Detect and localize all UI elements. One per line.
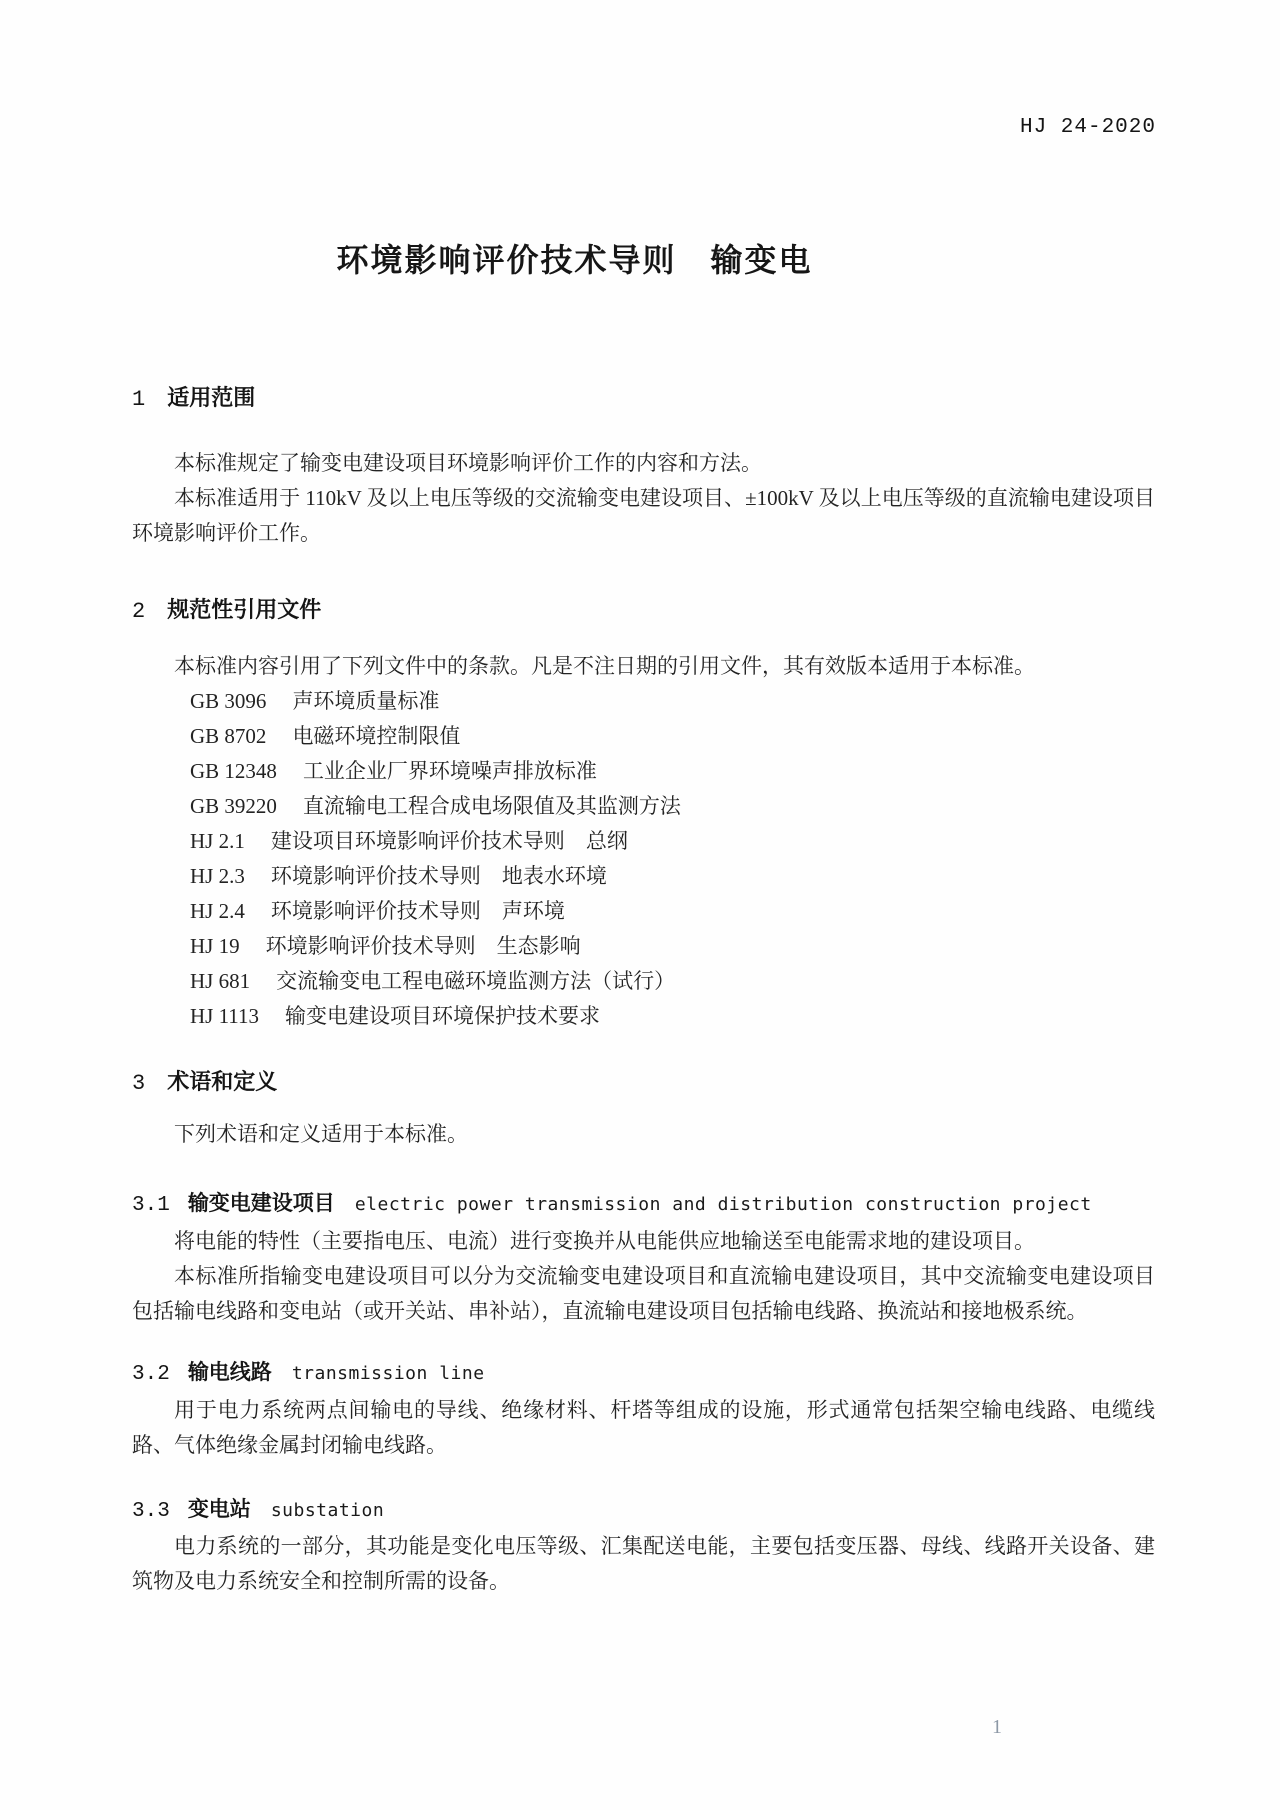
term-3-2-name-zh: 输电线路 — [187, 1361, 272, 1384]
term-3-1-paragraph: 本标准所指输变电建设项目可以分为交流输变电建设项目和直流输电建设项目，其中交流输变电建设项目包括输电线路和变电站（或开关站、串补站），直流输电建设项目包括输电线路、换流站和接地极系统。 — [132, 1264, 1155, 1323]
reference-code: HJ 2.1 — [190, 829, 245, 853]
section-1-number: 1 — [132, 387, 146, 412]
reference-item — [190, 824, 1155, 859]
term-3-1-heading — [132, 1189, 1155, 1221]
reference-title: 环境影响评价技术导则 生态影响 — [265, 934, 581, 958]
reference-code: GB 8702 — [190, 724, 267, 748]
reference-code: GB 12348 — [190, 759, 277, 783]
section-2-heading — [132, 595, 1155, 627]
reference-item — [190, 789, 1155, 824]
reference-item — [190, 684, 1155, 719]
reference-title: 输变电建设项目环境保护技术要求 — [285, 1004, 601, 1028]
reference-title: 交流输变电工程电磁环境监测方法（试行） — [276, 969, 676, 993]
section-3-paragraph: 下列术语和定义适用于本标准。 — [174, 1122, 468, 1146]
reference-title: 直流输电工程合成电场限值及其监测方法 — [302, 794, 681, 818]
reference-item — [190, 929, 1155, 964]
doc-number: HJ 24-2020 — [1019, 116, 1156, 139]
page-number: 1 — [992, 1716, 1002, 1738]
reference-code: HJ 681 — [190, 969, 251, 993]
page-content — [132, 0, 1155, 1599]
reference-title: 声环境质量标准 — [292, 689, 440, 713]
section-3-number: 3 — [132, 1071, 146, 1096]
reference-code: GB 39220 — [190, 794, 277, 818]
section-3-title: 术语和定义 — [167, 1069, 278, 1094]
term-3-3-name-zh: 变电站 — [187, 1498, 251, 1521]
reference-list — [132, 684, 1155, 1034]
reference-title: 电磁环境控制限值 — [292, 724, 461, 748]
reference-title: 环境影响评价技术导则 声环境 — [270, 899, 565, 923]
section-1-paragraph: 本标准规定了输变电建设项目环境影响评价工作的内容和方法。 — [174, 451, 762, 475]
section-1-paragraph: 本标准适用于 110kV 及以上电压等级的交流输变电建设项目、±100kV 及以上电压等级的直流输电建设项目环境影响评价工作。 — [132, 486, 1155, 545]
section-3-heading — [132, 1067, 1155, 1099]
term-3-2-name-en: transmission line — [291, 1363, 485, 1384]
reference-item — [190, 754, 1155, 789]
section-1-heading — [132, 383, 1155, 415]
reference-code: HJ 19 — [190, 934, 240, 958]
term-3-2-paragraph: 用于电力系统两点间输电的导线、绝缘材料、杆塔等组成的设施，形式通常包括架空输电线路、电缆线路、气体绝缘金属封闭输电线路。 — [132, 1398, 1155, 1457]
term-3-1-paragraph: 将电能的特性（主要指电压、电流）进行变换并从电能供应地输送至电能需求地的建设项目。 — [174, 1229, 1035, 1253]
section-2-title: 规范性引用文件 — [167, 597, 322, 622]
term-3-3-paragraph: 电力系统的一部分，其功能是变化电压等级、汇集配送电能，主要包括变压器、母线、线路开关设备、建筑物及电力系统安全和控制所需的设备。 — [132, 1534, 1155, 1593]
term-3-3-name-en: substation — [270, 1500, 385, 1521]
term-3-3-number: 3.3 — [132, 1500, 170, 1523]
section-2-paragraph: 本标准内容引用了下列文件中的条款。凡是不注日期的引用文件，其有效版本适用于本标准。 — [174, 654, 1035, 678]
term-3-1-name-en: electric power transmission and distribution construction project — [354, 1194, 1092, 1215]
reference-code: HJ 2.3 — [190, 864, 245, 888]
reference-code: HJ 1113 — [190, 1004, 260, 1028]
term-3-3-heading — [132, 1495, 1155, 1527]
reference-item — [190, 999, 1155, 1034]
reference-item — [190, 894, 1155, 929]
reference-code: GB 3096 — [190, 689, 267, 713]
reference-item — [190, 859, 1155, 894]
term-3-2-number: 3.2 — [132, 1363, 170, 1386]
term-3-1-number: 3.1 — [132, 1194, 170, 1217]
reference-title: 环境影响评价技术导则 地表水环境 — [270, 864, 607, 888]
term-3-1-name-zh: 输变电建设项目 — [187, 1192, 335, 1215]
term-3-2-heading — [132, 1358, 1155, 1390]
reference-item — [190, 964, 1155, 999]
section-1-title: 适用范围 — [167, 385, 256, 410]
reference-item — [190, 719, 1155, 754]
section-2-number: 2 — [132, 599, 146, 624]
reference-code: HJ 2.4 — [190, 899, 245, 923]
reference-title: 工业企业厂界环境噪声排放标准 — [302, 759, 597, 783]
reference-title: 建设项目环境影响评价技术导则 总纲 — [270, 829, 628, 853]
page-title: 环境影响评价技术导则 输变电 — [336, 242, 813, 278]
